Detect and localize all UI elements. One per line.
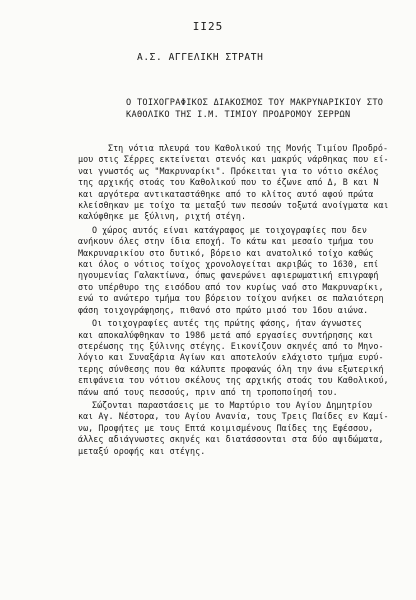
title-line: Ο ΤΟΙΧΟΓΡΑΦΙΚΟΣ ΔΙΑΚΟΣΜΟΣ ΤΟΥ ΜΑΚΡΥΝΑΡΙΚΙΟΥ ΣΤΟ: [126, 98, 384, 108]
page-number: II25: [192, 20, 224, 33]
text-line: καλύφθηκε με ξύλινη, ριχτή στέγη.: [78, 211, 247, 222]
text-line: Ο χώρος αυτός είναι κατάγραφος με τοιχογραφίες που δεν: [92, 224, 367, 235]
text-line: λόγιο και Συναξάρια Αγίων και αποτελούν ελάχιστο τμήμα ευρύ-: [78, 352, 384, 363]
text-line: νω, Προφήτες με τους Επτά κοιμισμένους Παίδες της Εφέσσου,: [78, 422, 374, 433]
text-line: μου στις Σέρρες εκτείνεται στενός και μακρύς νάρθηκας που εί-: [78, 154, 389, 165]
text-line: Σώζονται παραστάσεις με το Μαρτύριο του Αγίου Δημητρίου: [92, 399, 373, 410]
text-line: ηγουμενίας Γαλακτίωνα, όπως φανερώνει αφιερωματική επιγραφή: [78, 270, 379, 281]
text-line: και αποκαλύφθηκαν το 1986 μετά από εργασίες συντήρησης και: [78, 329, 374, 340]
text-line: Οι τοιχογραφίες αυτές της πρώτης φάσης, ήταν άγνωστες: [92, 318, 362, 329]
text-line: επιφάνεια του νότιου σκέλους της αρχικής στοάς του Καθολικού,: [78, 375, 389, 386]
text-line: ανήκουν όλες στην ίδια εποχή. Το κάτω και μεσαίο τμήμα του: [78, 236, 374, 247]
paragraph: [78, 318, 394, 398]
text-line: και Αγ. Νέστορα, του Αγίου Ανανία, τους Τρεις Παίδες εν Καμί-: [78, 411, 389, 422]
text-line: φάση τοιχογράφησης, πιθανό στο πρώτο μισό του 16ου αιώνα.: [78, 304, 369, 315]
text-line: στο υπέρθυρο της εισόδου από τον κυρίως ναό στο Μακρυναρίκι,: [78, 281, 384, 292]
body-text: [78, 143, 394, 459]
text-line: πάνω από τους πεσσούς, πριν από τη τροποποίησή του.: [78, 386, 338, 397]
title-line: ΚΑΘΟΛΙΚΟ ΤΗΣ Ι.Μ. ΤΙΜΙΟΥ ΠΡΟΔΡΟΜΟΥ ΣΕΡΡΩΝ: [126, 110, 351, 120]
text-line: άλλες αδιάγνωστες σκηνές και διατάσσονται στα δύο αψιδώματα,: [78, 434, 384, 445]
author-name: Α.Σ. ΑΓΓΕΛΙΚΗ ΣΤΡΑΤΗ: [137, 52, 264, 63]
text-line: και αργότερα αντικαταστάθηκε από το κλίτος αυτό αφού πρώτα: [78, 188, 374, 199]
text-line: Στη νότια πλευρά του Καθολικού της Μονής Τιμίου Προδρό-: [108, 143, 389, 153]
document-title: [126, 97, 396, 121]
text-line: Μακρυναρικίου στο δυτικό, βόρειο και ανατολικό τοίχο καθώς: [78, 247, 374, 258]
text-line: τερης σύνθεσης που θα κάλυπτε προφανώς όλη την άνω εξωτερική: [78, 363, 384, 374]
paragraph: [78, 225, 394, 316]
text-line: και όλος ο νότιος τοίχος χρονολογείται ακριβώς το 1630, επί: [78, 259, 379, 270]
text-line: μεταξύ οροφής και στέγης.: [78, 445, 206, 456]
paragraph: [78, 400, 394, 457]
text-line: ναι γνωστός ως "Μακρυναρίκι". Πρόκειται για το νότιο σκέλος: [78, 165, 379, 176]
text-line: στερέωσης της ξύλινης στέγης. Εικονίζουν σκηνές από το Μηνο-: [78, 340, 384, 351]
paragraph: [78, 143, 394, 223]
text-line: ενώ το ανώτερο τμήμα του βόρειου τοίχου ανήκει σε παλαιότερη: [78, 293, 384, 304]
text-line: κλείσθηκαν με τοίχο τα μεταξύ των πεσσών τοξωτά ανοίγματα και: [78, 200, 389, 211]
text-line: της αρχικής στοάς του Καθολικού που το έζωνε από Δ, Β και Ν: [78, 177, 379, 188]
